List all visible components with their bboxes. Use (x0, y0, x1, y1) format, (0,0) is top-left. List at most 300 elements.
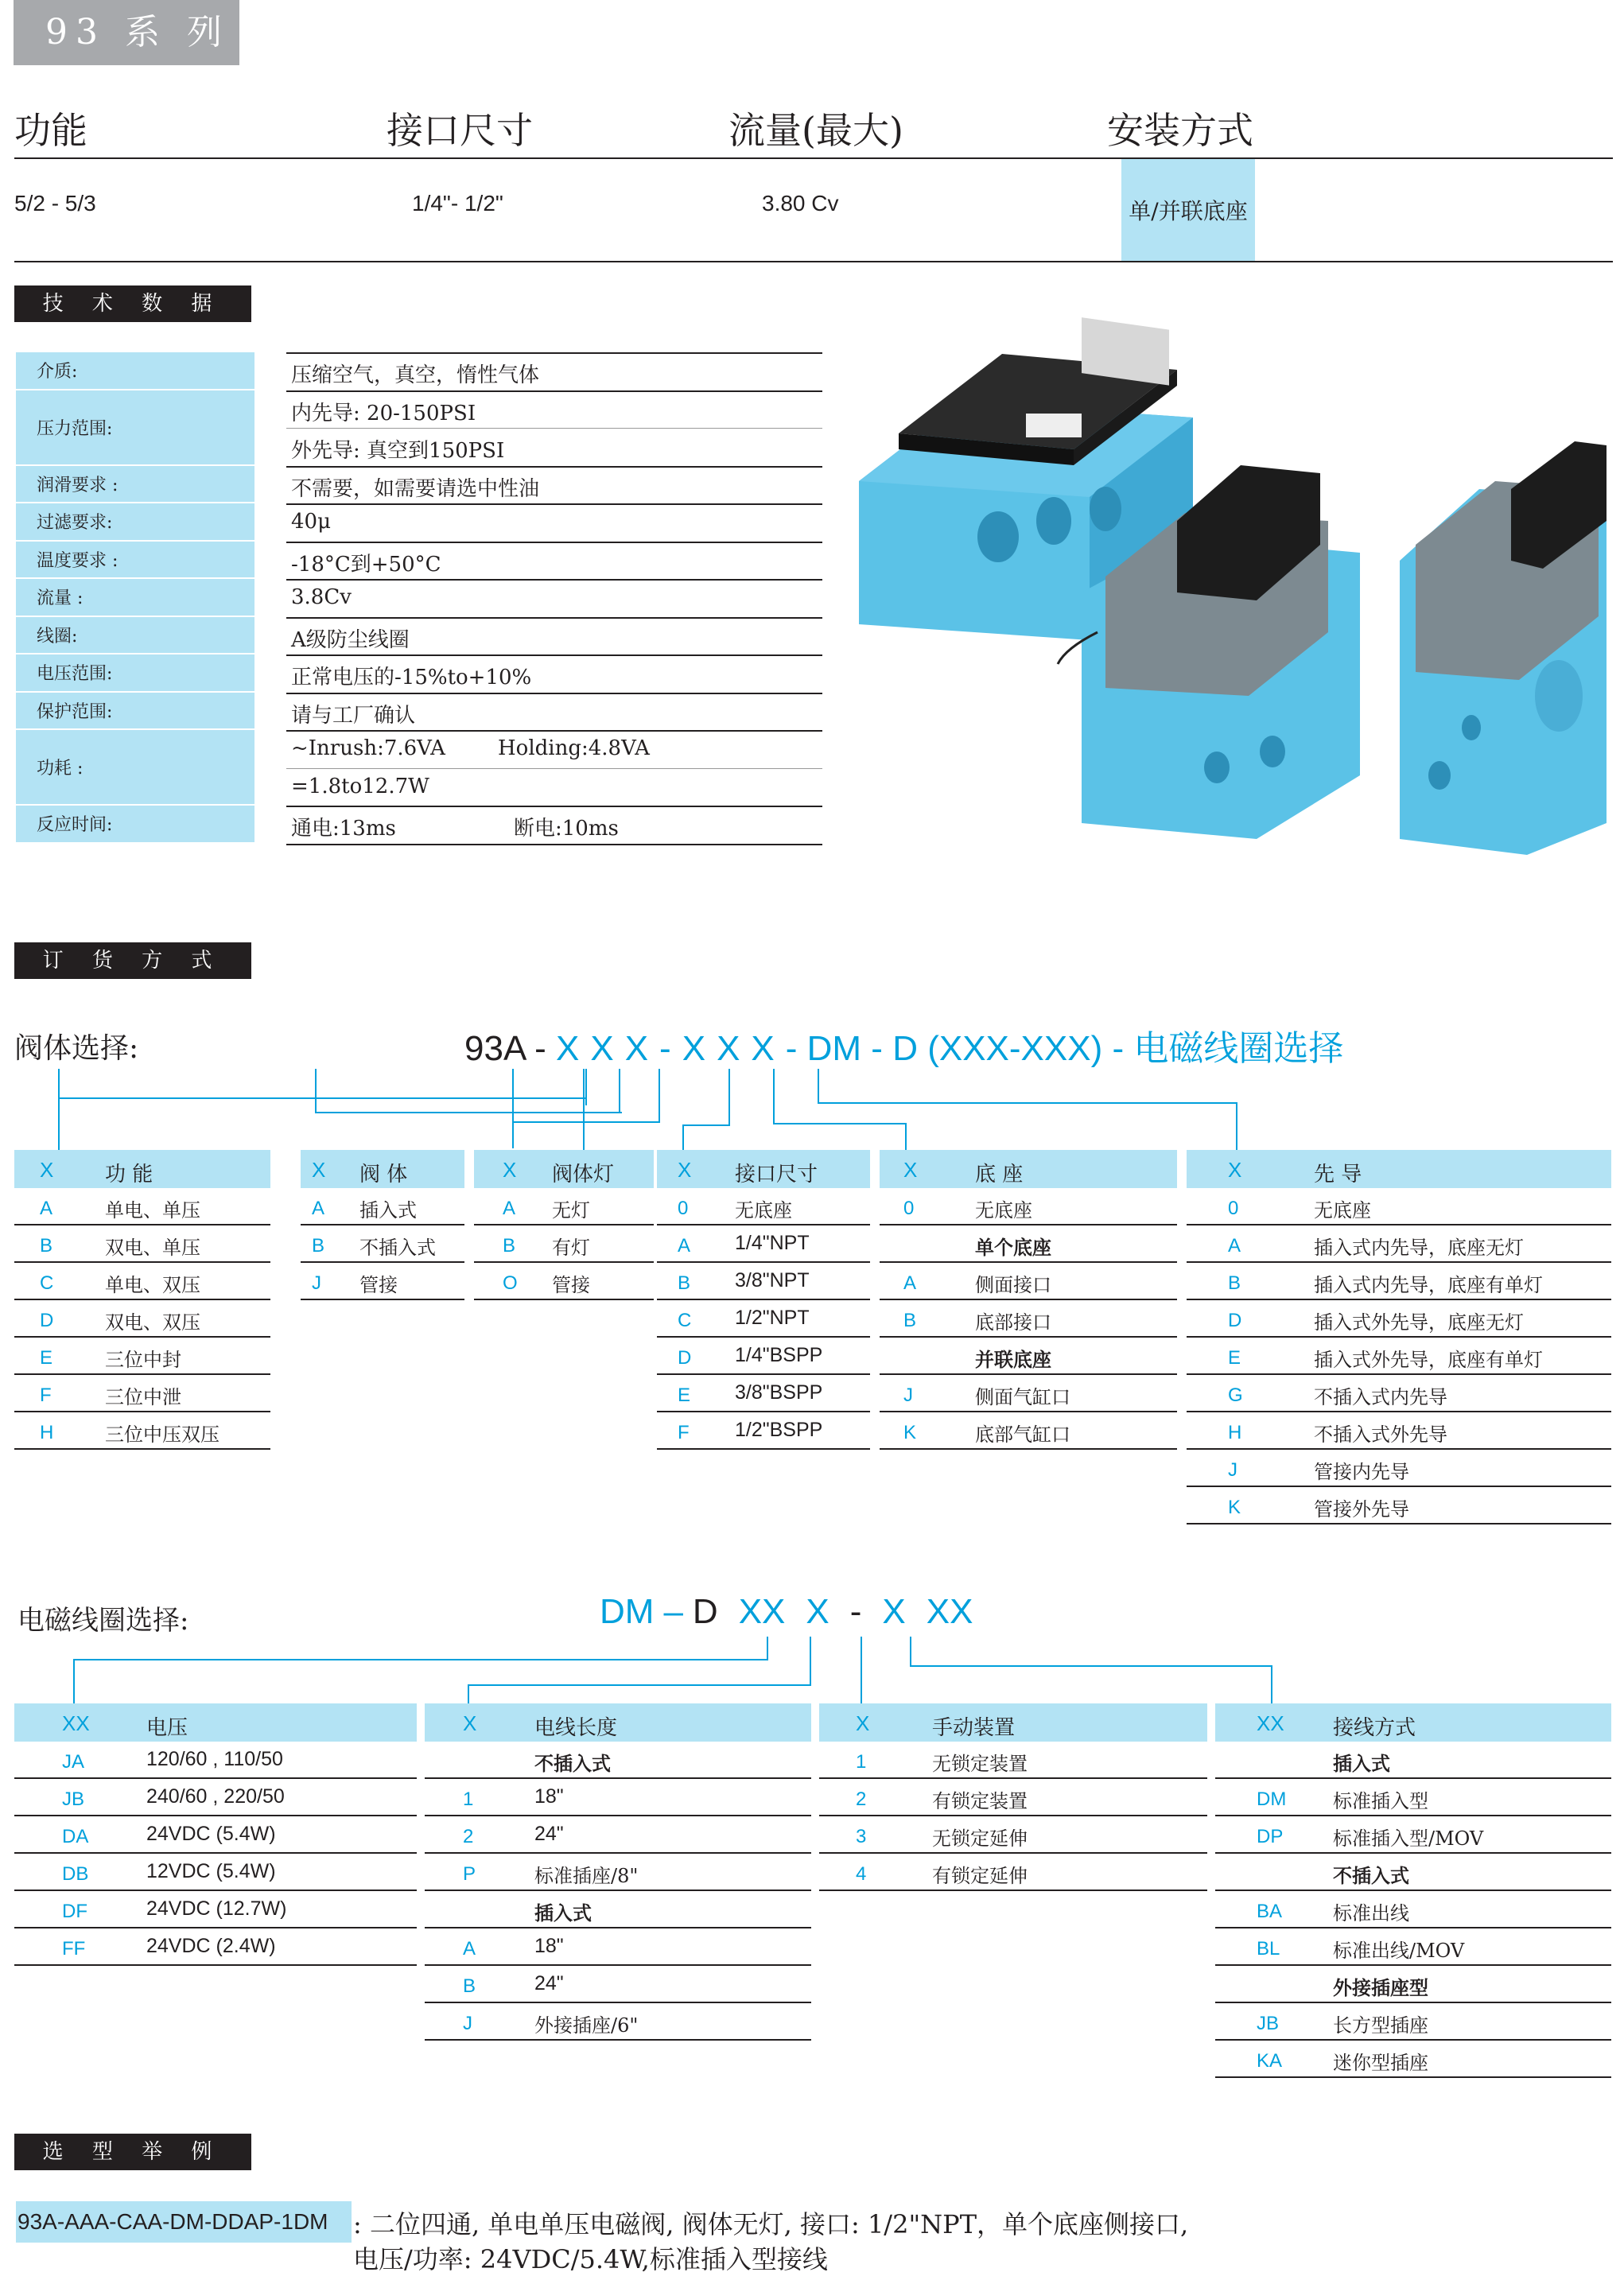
table-header-4 (880, 1150, 1177, 1188)
connector-light-v2 (659, 1069, 660, 1123)
product-photos (843, 282, 1614, 863)
coil-option-code: KA (1257, 2050, 1283, 2072)
coil-conn-manual-v (861, 1637, 862, 1703)
option-label: 插入式外先导，底座有单灯 (1314, 1349, 1543, 1371)
spec-label: 保护范围: (16, 693, 254, 731)
coil-option-label: 18" (534, 1785, 564, 1808)
table-row-line (14, 1336, 270, 1338)
spec-row-line (286, 503, 822, 505)
coil-option-code: B (463, 1975, 476, 1997)
connector-port-v2 (728, 1069, 730, 1126)
connector-pilot-h (818, 1102, 1237, 1104)
spec-value: =1.8to12.7W (291, 774, 429, 798)
spec-value-extra: 断电:10ms (514, 817, 619, 841)
option-code: A (40, 1198, 53, 1219)
coil-table-row-line (819, 1852, 1207, 1854)
option-code: A (503, 1198, 516, 1219)
connector-pilot-v2 (1236, 1102, 1237, 1150)
table-row-line (657, 1336, 870, 1338)
option-code: J (312, 1272, 321, 1294)
coil-table-row-line (819, 1890, 1207, 1891)
coil-conn-voltage-h (73, 1659, 768, 1660)
connector-light-h (512, 1121, 660, 1123)
option-label: 无底座 (735, 1199, 792, 1222)
coil-option-label: 迷你型插座 (1333, 2052, 1428, 2074)
table-row-line (1187, 1373, 1611, 1375)
option-code: C (678, 1310, 692, 1331)
section-order: 订 货 方 式 (14, 942, 251, 979)
body-code-part: X (751, 1029, 775, 1068)
spec-label: 电压范围: (16, 654, 254, 693)
spec-label: 介质: (16, 352, 254, 390)
header-port-size: 接口尺寸 (387, 109, 533, 152)
option-label: 管接 (359, 1274, 398, 1296)
option-label: 管接外先导 (1314, 1498, 1409, 1521)
coil-code-part: DM (600, 1592, 655, 1631)
table-row-line (301, 1224, 464, 1225)
connector-base-h (773, 1123, 907, 1124)
spec-label: 过滤要求: (16, 503, 254, 542)
section-tech: 技 术 数 据 (14, 285, 251, 322)
coil-option-code: DF (62, 1901, 87, 1922)
body-code-part: X (555, 1029, 580, 1068)
coil-option-label: 18" (534, 1935, 564, 1957)
body-code-part: X (624, 1029, 649, 1068)
values-divider (14, 261, 1613, 262)
coil-option-code: 4 (856, 1863, 867, 1885)
body-code (464, 1020, 1343, 1070)
coil-option-code: DM (1257, 1789, 1287, 1810)
coil-table-row-line (819, 1815, 1207, 1816)
option-code: C (40, 1272, 54, 1294)
connector-base-v2 (905, 1123, 907, 1150)
spec-row-line (286, 390, 822, 392)
option-code: D (1228, 1310, 1242, 1331)
coil-option-label: 标准出线 (1333, 1902, 1409, 1925)
table-row-line (1187, 1523, 1611, 1524)
body-code-part: X (590, 1029, 614, 1068)
spec-row-line (286, 542, 822, 543)
table-row-line (1187, 1261, 1611, 1263)
coil-option-code: DA (62, 1826, 89, 1847)
header-divider (14, 157, 1613, 159)
spec-value: -18°C到+50°C (291, 552, 441, 577)
spec-row-line (286, 617, 822, 619)
body-code-prefix: 93A - (464, 1029, 556, 1068)
table-header-title: 功 能 (105, 1163, 153, 1187)
option-label: 插入式 (359, 1199, 417, 1222)
coil-table-header-key: XX (1257, 1711, 1284, 1735)
coil-option-label: 无锁定延伸 (932, 1827, 1028, 1850)
option-code: G (1228, 1385, 1243, 1406)
coil-select-label: 电磁线圈选择: (17, 1605, 189, 1637)
coil-table-header-title: 电压 (146, 1716, 188, 1740)
option-code: K (1228, 1497, 1241, 1518)
connector-base-v (773, 1069, 775, 1124)
coil-option-label: 24" (534, 1972, 564, 1994)
option-code: H (1228, 1422, 1242, 1443)
option-code: A (312, 1198, 325, 1219)
option-label: 无灯 (552, 1199, 590, 1222)
connector-function-h (58, 1097, 585, 1099)
option-code: 0 (678, 1198, 689, 1219)
option-label: 有灯 (552, 1237, 590, 1259)
option-label: 管接内先导 (1314, 1461, 1409, 1483)
coil-table-header-0 (14, 1703, 417, 1742)
option-label: 3/8"NPT (735, 1269, 810, 1291)
table-row-line (880, 1373, 1177, 1375)
option-label: 插入式内先导，底座有单灯 (1314, 1274, 1543, 1296)
coil-option-code: FF (62, 1938, 86, 1959)
option-label: 三位中压双压 (105, 1423, 220, 1446)
coil-option-code: 2 (856, 1789, 867, 1810)
option-label: 插入式内先导，底座无灯 (1314, 1237, 1524, 1259)
table-header-5 (1187, 1150, 1611, 1188)
body-code-part: - DM - D (XXX-XXX) - 电磁线圈选择 (785, 1029, 1344, 1068)
option-code: F (40, 1385, 52, 1406)
spec-value: 正常电压的-15%to+10% (291, 666, 532, 689)
body-code-part: X (717, 1029, 740, 1068)
example-line2: 电压/功率: 24VDC/5.4W,标准插入型接线 (353, 2244, 828, 2274)
coil-option-label: 有锁定延伸 (932, 1865, 1028, 1887)
option-label: 不插入式 (359, 1237, 436, 1259)
coil-table-row-line (1215, 1777, 1611, 1779)
spec-top-line (286, 352, 822, 354)
table-header-title: 阀 体 (359, 1163, 408, 1187)
coil-option-code: JA (62, 1751, 85, 1773)
option-label: 底部气缸口 (975, 1423, 1070, 1446)
coil-table-header-2 (819, 1703, 1207, 1742)
option-label: 3/8"BSPP (735, 1381, 823, 1404)
coil-option-code: DP (1257, 1826, 1284, 1847)
coil-table-header-1 (425, 1703, 811, 1742)
table-header-key: X (503, 1158, 517, 1182)
coil-table-row-line (1215, 1815, 1611, 1816)
spec-value: 不需要，如需要请选中性油 (291, 476, 540, 501)
coil-table-header-3 (1215, 1703, 1611, 1742)
coil-table-row-line (425, 1927, 811, 1928)
coil-table-row-line (425, 1890, 811, 1891)
spec-row-line (286, 806, 822, 807)
option-label: 1/4"NPT (735, 1232, 810, 1254)
coil-option-label: 标准插入型/MOV (1333, 1827, 1484, 1850)
coil-option-label: 无锁定装置 (932, 1753, 1028, 1775)
option-code: 0 (1228, 1198, 1239, 1219)
table-row-line (880, 1411, 1177, 1412)
connector-body-h (315, 1112, 622, 1113)
body-code-part: - (659, 1029, 671, 1068)
table-row-line (14, 1261, 270, 1263)
spec-label: 流量 : (16, 579, 254, 617)
option-label: 无底座 (1314, 1199, 1371, 1222)
spec-label: 温度要求 : (16, 542, 254, 580)
spec-value: 3.8Cv (291, 585, 352, 609)
coil-table-row-line (1215, 1964, 1611, 1966)
option-label: 底部接口 (975, 1311, 1051, 1334)
option-code: F (678, 1422, 690, 1443)
option-label: 无底座 (975, 1199, 1032, 1222)
coil-option-label: 标准出线/MOV (1333, 1940, 1465, 1962)
option-code: A (903, 1272, 917, 1294)
option-code: D (678, 1347, 692, 1369)
coil-table-row-line (14, 1964, 417, 1966)
option-code: B (1228, 1272, 1241, 1294)
coil-option-label: 不插入式 (1333, 1864, 1409, 1887)
table-row-line (1187, 1336, 1611, 1338)
coil-code-part: X (882, 1592, 906, 1631)
table-row-line (1187, 1224, 1611, 1225)
table-row-line (301, 1261, 464, 1263)
coil-table-row-line (819, 1777, 1207, 1779)
option-code: O (503, 1272, 518, 1294)
option-label: 三位中泄 (105, 1386, 181, 1408)
section-example: 选 型 举 例 (14, 2134, 251, 2170)
coil-table-row-line (425, 1815, 811, 1816)
spec-value: 内先导: 20-150PSI (291, 401, 476, 425)
table-header-title: 阀体灯 (552, 1163, 615, 1187)
spec-inner-line (286, 428, 822, 429)
option-label: 双电、双压 (105, 1311, 200, 1334)
table-row-line (474, 1224, 654, 1225)
coil-option-label: 24VDC (12.7W) (146, 1897, 287, 1920)
value-port-size: 1/4"- 1/2" (412, 191, 503, 216)
table-row-line (474, 1299, 654, 1300)
coil-conn-voltage-v (73, 1659, 75, 1703)
spec-label: 功耗 : (16, 730, 254, 806)
coil-code (600, 1592, 982, 1632)
header-flow: 流量(最大) (728, 109, 903, 152)
connector-port-v (682, 1124, 684, 1150)
table-row-line (14, 1299, 270, 1300)
header-function: 功能 (14, 109, 87, 152)
table-header-title: 先 导 (1314, 1163, 1362, 1187)
body-code-part: X (682, 1029, 706, 1068)
coil-table-row-line (1215, 1927, 1611, 1928)
header-mounting: 安装方式 (1107, 109, 1253, 152)
coil-option-code: 1 (856, 1751, 867, 1773)
coil-table-header-key: X (463, 1711, 477, 1735)
spec-value: 通电:13ms (291, 817, 396, 841)
coil-option-code: A (463, 1938, 476, 1959)
value-flow: 3.80 Cv (762, 191, 839, 216)
table-row-line (1187, 1448, 1611, 1450)
option-label: 不插入式外先导 (1314, 1423, 1447, 1446)
coil-code-part: – (663, 1592, 683, 1631)
table-row-line (474, 1261, 654, 1263)
example-code: 93A-AAA-CAA-DM-DDAP-1DM (16, 2201, 352, 2243)
table-row-line (880, 1299, 1177, 1300)
coil-option-label: 24VDC (2.4W) (146, 1935, 276, 1957)
option-code: A (678, 1235, 691, 1256)
coil-conn-wire-v (468, 1684, 469, 1703)
option-code: D (40, 1310, 54, 1331)
coil-table-row-line (1215, 2076, 1611, 2078)
coil-conn-wire-h (468, 1684, 811, 1686)
spec-row-line (286, 730, 822, 732)
table-header-title: 接口尺寸 (735, 1163, 818, 1187)
coil-conn-wire-v2 (810, 1637, 811, 1686)
spec-value: 请与工厂确认 (291, 703, 416, 728)
coil-table-row-line (1215, 1890, 1611, 1891)
table-header-0 (14, 1150, 270, 1188)
connector-light-v (512, 1069, 514, 1148)
option-code: 0 (903, 1198, 915, 1219)
coil-table-row-line (1215, 2002, 1611, 2003)
spec-row-line (286, 693, 822, 694)
table-row-line (14, 1411, 270, 1412)
coil-option-label: 外接插座/6" (534, 2014, 639, 2037)
coil-table-row-line (14, 1777, 417, 1779)
coil-option-code: 3 (856, 1826, 867, 1847)
coil-option-label: 不插入式 (534, 1752, 611, 1775)
coil-code-part: XX (926, 1592, 973, 1631)
body-select-label: 阀体选择: (14, 1032, 139, 1065)
coil-table-row-line (425, 1852, 811, 1854)
coil-conn-wiring-v2 (1271, 1665, 1272, 1703)
coil-option-label: 12VDC (5.4W) (146, 1860, 276, 1882)
coil-option-label: 240/60 , 220/50 (146, 1785, 285, 1808)
coil-table-header-title: 接线方式 (1333, 1716, 1416, 1740)
coil-code-part: XX (738, 1592, 786, 1631)
spec-row-line (286, 466, 822, 468)
option-code: J (1228, 1459, 1237, 1481)
coil-table-row-line (425, 1777, 811, 1779)
coil-conn-wiring-h (910, 1665, 1272, 1667)
option-label: 管接 (552, 1274, 590, 1296)
table-row-line (1187, 1486, 1611, 1487)
table-row-line (880, 1448, 1177, 1450)
option-label: 双电、单压 (105, 1237, 200, 1259)
spec-value: A级防尘线圈 (291, 627, 410, 652)
spec-row-line (286, 654, 822, 656)
example-line1: : 二位四通, 单电单压电磁阀, 阀体无灯, 接口: 1/2"NPT，单个底座侧接口, (353, 2209, 1189, 2239)
coil-option-code: BL (1257, 1938, 1280, 1959)
table-row-line (657, 1411, 870, 1412)
spec-value: 40μ (291, 510, 331, 534)
option-label: 单电、双压 (105, 1274, 200, 1296)
coil-option-label: 长方型插座 (1333, 2014, 1428, 2037)
option-label: 1/2"NPT (735, 1307, 810, 1329)
coil-option-label: 标准插座/8" (534, 1865, 639, 1887)
coil-table-row-line (425, 1964, 811, 1966)
table-row-line (880, 1336, 1177, 1338)
value-function: 5/2 - 5/3 (14, 191, 96, 216)
coil-option-label: 120/60 , 110/50 (146, 1748, 283, 1770)
table-header-1 (301, 1150, 464, 1188)
coil-code-part: D (692, 1592, 718, 1631)
option-label: 侧面接口 (975, 1274, 1051, 1296)
spec-value: 外先导: 真空到150PSI (291, 439, 505, 463)
spec-label: 润滑要求 : (16, 466, 254, 504)
option-code: K (903, 1422, 917, 1443)
option-label: 1/4"BSPP (735, 1344, 823, 1366)
table-row-line (14, 1448, 270, 1450)
coil-option-label: 外接插座型 (1333, 1976, 1428, 1999)
connector-port-h (682, 1124, 730, 1126)
option-code: E (40, 1347, 53, 1369)
connector-body-v2 (585, 1069, 587, 1105)
coil-table-row-line (14, 1927, 417, 1928)
coil-code-part: - (849, 1592, 862, 1631)
coil-option-code: 1 (463, 1789, 474, 1810)
table-row-line (657, 1224, 870, 1225)
table-row-line (657, 1299, 870, 1300)
coil-code-part: X (806, 1592, 829, 1631)
coil-table-row-line (1215, 2039, 1611, 2041)
option-label: 单电、单压 (105, 1199, 200, 1222)
spec-value: 压缩空气，真空，惰性气体 (291, 363, 540, 387)
option-code: H (40, 1422, 54, 1443)
table-row-line (14, 1224, 270, 1225)
option-code: B (312, 1235, 325, 1256)
table-header-key: X (312, 1158, 326, 1182)
spec-value-extra: Holding:4.8VA (498, 736, 650, 760)
option-label: 插入式外先导，底座无灯 (1314, 1311, 1524, 1334)
coil-conn-voltage-v2 (767, 1637, 768, 1660)
table-row-line (14, 1373, 270, 1375)
table-row-line (1187, 1411, 1611, 1412)
value-mounting: 单/并联底座 (1121, 159, 1255, 261)
table-row-line (657, 1448, 870, 1450)
coil-table-header-title: 手动装置 (932, 1716, 1016, 1740)
table-row-line (657, 1261, 870, 1263)
coil-option-label: 标准插入型 (1333, 1790, 1428, 1812)
table-header-3 (657, 1150, 870, 1188)
table-row-line (880, 1224, 1177, 1225)
coil-conn-wiring-v (910, 1637, 911, 1667)
spec-value: ~Inrush:7.6VA (291, 736, 445, 760)
table-header-key: X (40, 1158, 54, 1182)
body-code-parts (556, 1029, 1343, 1068)
coil-table-header-title: 电线长度 (534, 1716, 618, 1740)
option-code: A (1228, 1235, 1241, 1256)
option-label: 并联底座 (975, 1348, 1051, 1371)
table-header-key: X (1228, 1158, 1242, 1182)
table-header-title: 底 座 (975, 1163, 1024, 1187)
connector-pilot-v (818, 1069, 819, 1104)
table-row-line (1187, 1299, 1611, 1300)
coil-table-row-line (14, 1815, 417, 1816)
option-code: E (1228, 1347, 1241, 1369)
coil-table-header-key: XX (62, 1711, 90, 1735)
series-tab: 93 系 列 (14, 0, 239, 65)
coil-table-header-key: X (856, 1711, 870, 1735)
valve-photo-right (1400, 441, 1607, 855)
spec-row-line (286, 844, 822, 845)
table-row-line (301, 1299, 464, 1300)
table-header-2 (474, 1150, 654, 1188)
option-code: J (903, 1385, 913, 1406)
coil-option-code: 2 (463, 1826, 474, 1847)
coil-option-code: P (463, 1863, 476, 1885)
spec-row-line (286, 579, 822, 581)
coil-option-code: J (463, 2013, 472, 2034)
option-code: B (40, 1235, 53, 1256)
coil-table-row-line (14, 1852, 417, 1854)
coil-option-code: DB (62, 1863, 89, 1885)
table-header-key: X (678, 1158, 692, 1182)
coil-option-code: JB (62, 1789, 85, 1810)
spec-label: 反应时间: (16, 806, 254, 844)
coil-option-label: 插入式 (1333, 1752, 1390, 1775)
spec-inner-line (286, 768, 822, 769)
option-label: 单个底座 (975, 1236, 1051, 1259)
coil-table-row-line (425, 2039, 811, 2041)
coil-table-row-line (425, 2002, 811, 2003)
option-label: 三位中封 (105, 1349, 181, 1371)
coil-option-code: JB (1257, 2013, 1280, 2034)
coil-table-row-line (14, 1890, 417, 1891)
